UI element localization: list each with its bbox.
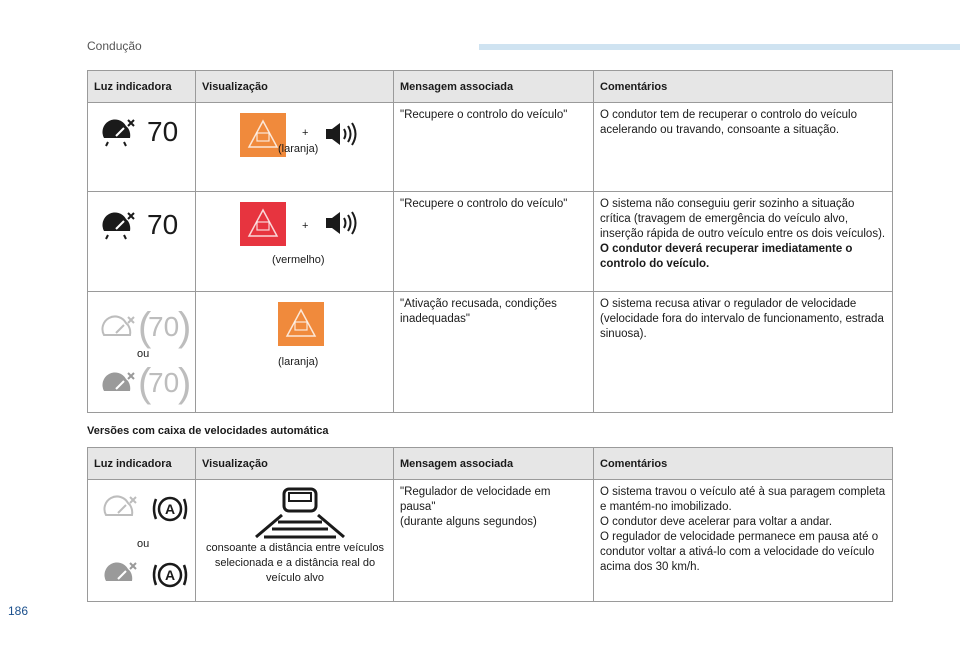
visual-cell — [196, 480, 394, 602]
svg-text:A: A — [164, 501, 176, 517]
message-cell — [394, 480, 594, 602]
comment-text: O sistema não conseguiu gerir sozinho a situação crítica (travagem de emergência do veículo alvo, inserção rápida de outro veículo entre os dois veículos). — [600, 198, 886, 240]
alert-red-display — [240, 202, 286, 246]
page-number: 186 — [8, 604, 29, 618]
comment-cell: O sistema recusa ativar o regulador de velocidade (velocidade fora do intervalo de funcionamento, estrada sinuosa). — [594, 292, 893, 413]
header-accent-bar — [479, 44, 960, 50]
section-title: Condução — [87, 39, 142, 53]
plus-sign: + — [302, 127, 309, 139]
indicator-cell — [88, 480, 196, 602]
indicator-table-2 — [87, 447, 893, 602]
visual-cell — [196, 192, 394, 292]
col-header-visual: Visualização — [196, 71, 394, 103]
comment-cell — [594, 192, 893, 292]
alert-orange-display — [278, 302, 324, 346]
vehicle-distance-display-icon — [254, 485, 346, 541]
visual-cell — [196, 103, 394, 192]
plus-sign: + — [302, 220, 309, 232]
visual-note: consoante a distância entre veículos selecionada e a distância real do veículo alvo — [206, 542, 384, 584]
comment-emphasis: O condutor deverá recuperar imediatamente o controlo do veículo. — [600, 243, 853, 270]
message-cell: "Ativação recusada, condições inadequadas" — [394, 292, 594, 413]
col-header-indicator: Luz indicadora — [88, 71, 196, 103]
paren-open-icon: ( — [138, 305, 152, 349]
cruise-speedometer-grey-icon — [100, 369, 136, 401]
or-label: ou — [137, 348, 150, 360]
vehicle-warning-icon — [278, 302, 324, 346]
col-header-visual: Visualização — [196, 448, 394, 480]
comment-cell: O condutor tem de recuperar o controlo do veículo acelerando ou travando, consoante a situação. — [594, 103, 893, 192]
speed-value: 70 — [148, 367, 180, 398]
col-header-comments: Comentários — [594, 71, 893, 103]
comment-cell — [594, 480, 893, 602]
cruise-speedometer-grey-icon — [102, 559, 138, 591]
cruise-speedometer-outline-icon — [100, 313, 136, 345]
paren-open-icon: ( — [138, 361, 152, 405]
comment-line: O condutor deve acelerar para voltar a andar. — [600, 516, 833, 528]
paren-close-icon: ) — [178, 305, 192, 349]
svg-text:A: A — [164, 567, 176, 583]
versions-title: Versões com caixa de velocidades automática — [87, 425, 329, 437]
vehicle-warning-icon — [240, 202, 286, 246]
speed-value: 70 — [147, 116, 179, 147]
message-line: (durante alguns segundos) — [400, 516, 537, 528]
col-header-message: Mensagem associada — [394, 448, 594, 480]
speaker-sound-icon — [324, 120, 360, 148]
visual-cell — [196, 292, 394, 413]
message-line: "Regulador de velocidade em pausa" — [400, 486, 551, 513]
table-row — [88, 103, 893, 192]
cruise-speedometer-icon — [100, 116, 136, 148]
col-header-message: Mensagem associada — [394, 71, 594, 103]
cruise-speedometer-icon — [100, 209, 136, 241]
paren-close-icon: ) — [178, 361, 192, 405]
auto-hold-icon — [150, 557, 190, 593]
message-cell: "Recupere o controlo do veículo" — [394, 103, 594, 192]
table-row — [88, 480, 893, 602]
table-row — [88, 192, 893, 292]
auto-hold-icon — [150, 491, 190, 527]
col-header-comments: Comentários — [594, 448, 893, 480]
comment-line: O regulador de velocidade permanece em pausa até o condutor voltar a ativá-lo com a velocidade do veículo acima dos 30 km/h. — [600, 531, 879, 573]
indicator-cell — [88, 192, 196, 292]
message-cell: "Recupere o controlo do veículo" — [394, 192, 594, 292]
col-header-indicator: Luz indicadora — [88, 448, 196, 480]
table-header-row — [88, 71, 893, 103]
speed-value: 70 — [147, 209, 179, 240]
color-note: (laranja) — [278, 143, 319, 155]
cruise-speedometer-outline-icon — [102, 493, 138, 525]
color-note: (laranja) — [278, 356, 319, 368]
speed-value: 70 — [148, 311, 180, 342]
color-note: (vermelho) — [272, 254, 325, 266]
indicator-cell — [88, 292, 196, 413]
or-label: ou — [137, 538, 150, 550]
comment-line: O sistema travou o veículo até à sua paragem completa e mantém-no imobilizado. — [600, 486, 886, 513]
indicator-cell — [88, 103, 196, 192]
table-header-row — [88, 448, 893, 480]
speaker-sound-icon — [324, 209, 360, 237]
table-row — [88, 292, 893, 413]
indicator-table-1 — [87, 70, 893, 413]
